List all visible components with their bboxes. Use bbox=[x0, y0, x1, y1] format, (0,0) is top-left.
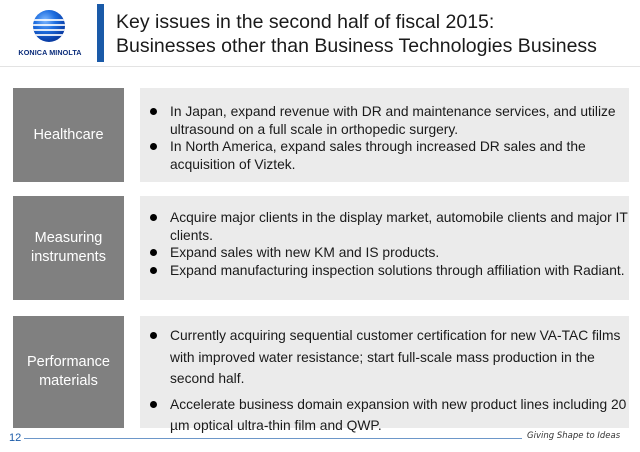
logo-text: KONICA MINOLTA bbox=[18, 48, 82, 57]
section-label-measuring-instruments: Measuring instruments bbox=[13, 196, 124, 300]
header-divider bbox=[0, 66, 640, 67]
bullet-item: In North America, expand sales through increased DR sales and the acquisition of Viztek. bbox=[140, 138, 629, 173]
page-title bbox=[116, 10, 631, 58]
title-accent-bar bbox=[97, 4, 104, 62]
globe-icon bbox=[33, 10, 65, 42]
bullet-item: Expand manufacturing inspection solutions through affiliation with Radiant. bbox=[140, 262, 629, 280]
bullet-item: Acquire major clients in the display market, automobile clients and major IT clients. bbox=[140, 209, 629, 244]
section-content-performance-materials bbox=[140, 316, 629, 433]
footer-divider bbox=[24, 438, 522, 439]
page-number: 12 bbox=[9, 432, 22, 444]
section-label-performance-materials: Performance materials bbox=[13, 316, 124, 428]
section-label-healthcare: Healthcare bbox=[13, 88, 124, 182]
bullet-item: Currently acquiring sequential customer certification for new VA-TAC films with improved water resistance; start full-scale mass production in the second half. bbox=[140, 325, 629, 390]
bullet-item: In Japan, expand revenue with DR and maintenance services, and utilize ultrasound on a full scale in orthopedic surgery. bbox=[140, 103, 629, 138]
title-line-1: Key issues in the second half of fiscal 2015: bbox=[116, 11, 495, 33]
title-line-2: Businesses other than Business Technologies Business bbox=[116, 35, 597, 57]
bullet-item: Accelerate business domain expansion with new product lines including 20 µm optical ultra-thin film and QWP. bbox=[140, 394, 629, 437]
konica-minolta-logo bbox=[8, 6, 92, 62]
section-content-measuring-instruments bbox=[140, 196, 629, 300]
section-content-healthcare bbox=[140, 88, 629, 182]
footer-tagline: Giving Shape to Ideas bbox=[527, 431, 621, 441]
bullet-item: Expand sales with new KM and IS products. bbox=[140, 244, 629, 262]
